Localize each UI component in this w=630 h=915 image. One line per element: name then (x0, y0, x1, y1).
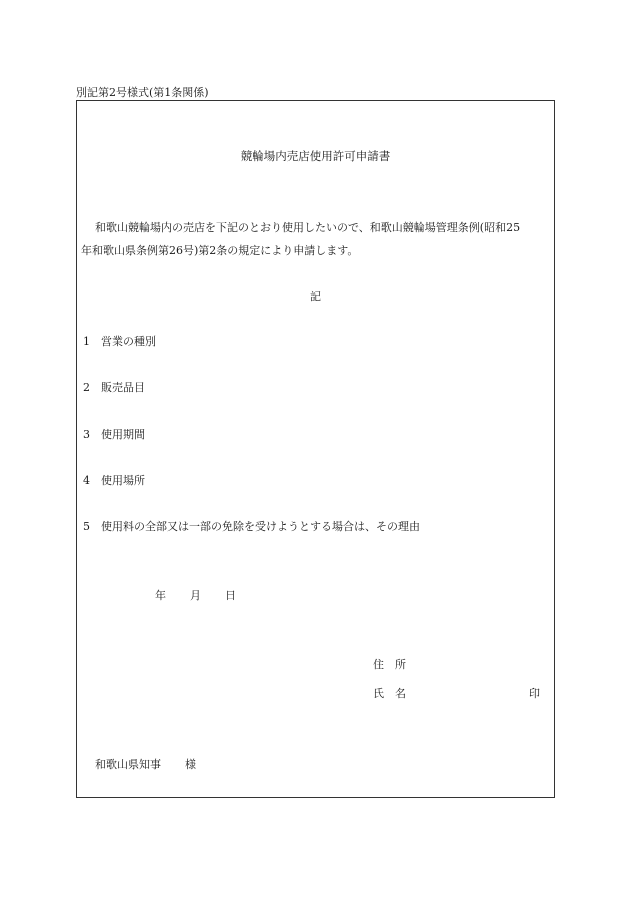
applicant-name-label: 氏 名 (373, 687, 406, 700)
item-number: 2 (83, 381, 90, 394)
date-month-label: 月 (190, 589, 201, 602)
item-number: 4 (83, 474, 90, 487)
item-label: 使用料の全部又は一部の免除を受けようとする場合は、その理由 (101, 520, 420, 533)
item-label: 使用期間 (101, 428, 145, 441)
application-form-frame (76, 100, 555, 798)
date-line (155, 587, 236, 603)
date-day-label: 日 (225, 589, 236, 602)
intro-text-line-1: 和歌山競輪場内の売店を下記のとおり使用したいので、和歌山競輪場管理条例(昭和25 (95, 221, 521, 234)
item-label: 使用場所 (101, 474, 145, 487)
date-year-label: 年 (155, 589, 166, 602)
addressee-honorific: 様 (185, 758, 196, 771)
intro-text-line-2: 年和歌山県条例第26号)第2条の規定により申請します。 (81, 244, 359, 257)
item-label: 販売品目 (101, 381, 145, 394)
addressee-name: 和歌山県知事 (95, 758, 161, 771)
item-number: 5 (83, 520, 90, 533)
item-label: 営業の種別 (101, 335, 156, 348)
item-usage-period (83, 426, 145, 442)
item-number: 1 (83, 335, 90, 348)
item-business-type (83, 333, 156, 349)
item-sales-products (83, 379, 145, 395)
item-usage-location (83, 472, 145, 488)
form-number-label: 別記第2号様式(第1条関係) (76, 86, 209, 99)
seal-mark: 印 (529, 687, 540, 700)
item-number: 3 (83, 428, 90, 441)
addressee-line (95, 756, 196, 772)
form-title: 競輪場内売店使用許可申請書 (240, 149, 391, 163)
ki-heading: 記 (310, 290, 321, 303)
item-fee-exemption-reason (83, 518, 420, 534)
applicant-address-label: 住 所 (373, 658, 406, 671)
